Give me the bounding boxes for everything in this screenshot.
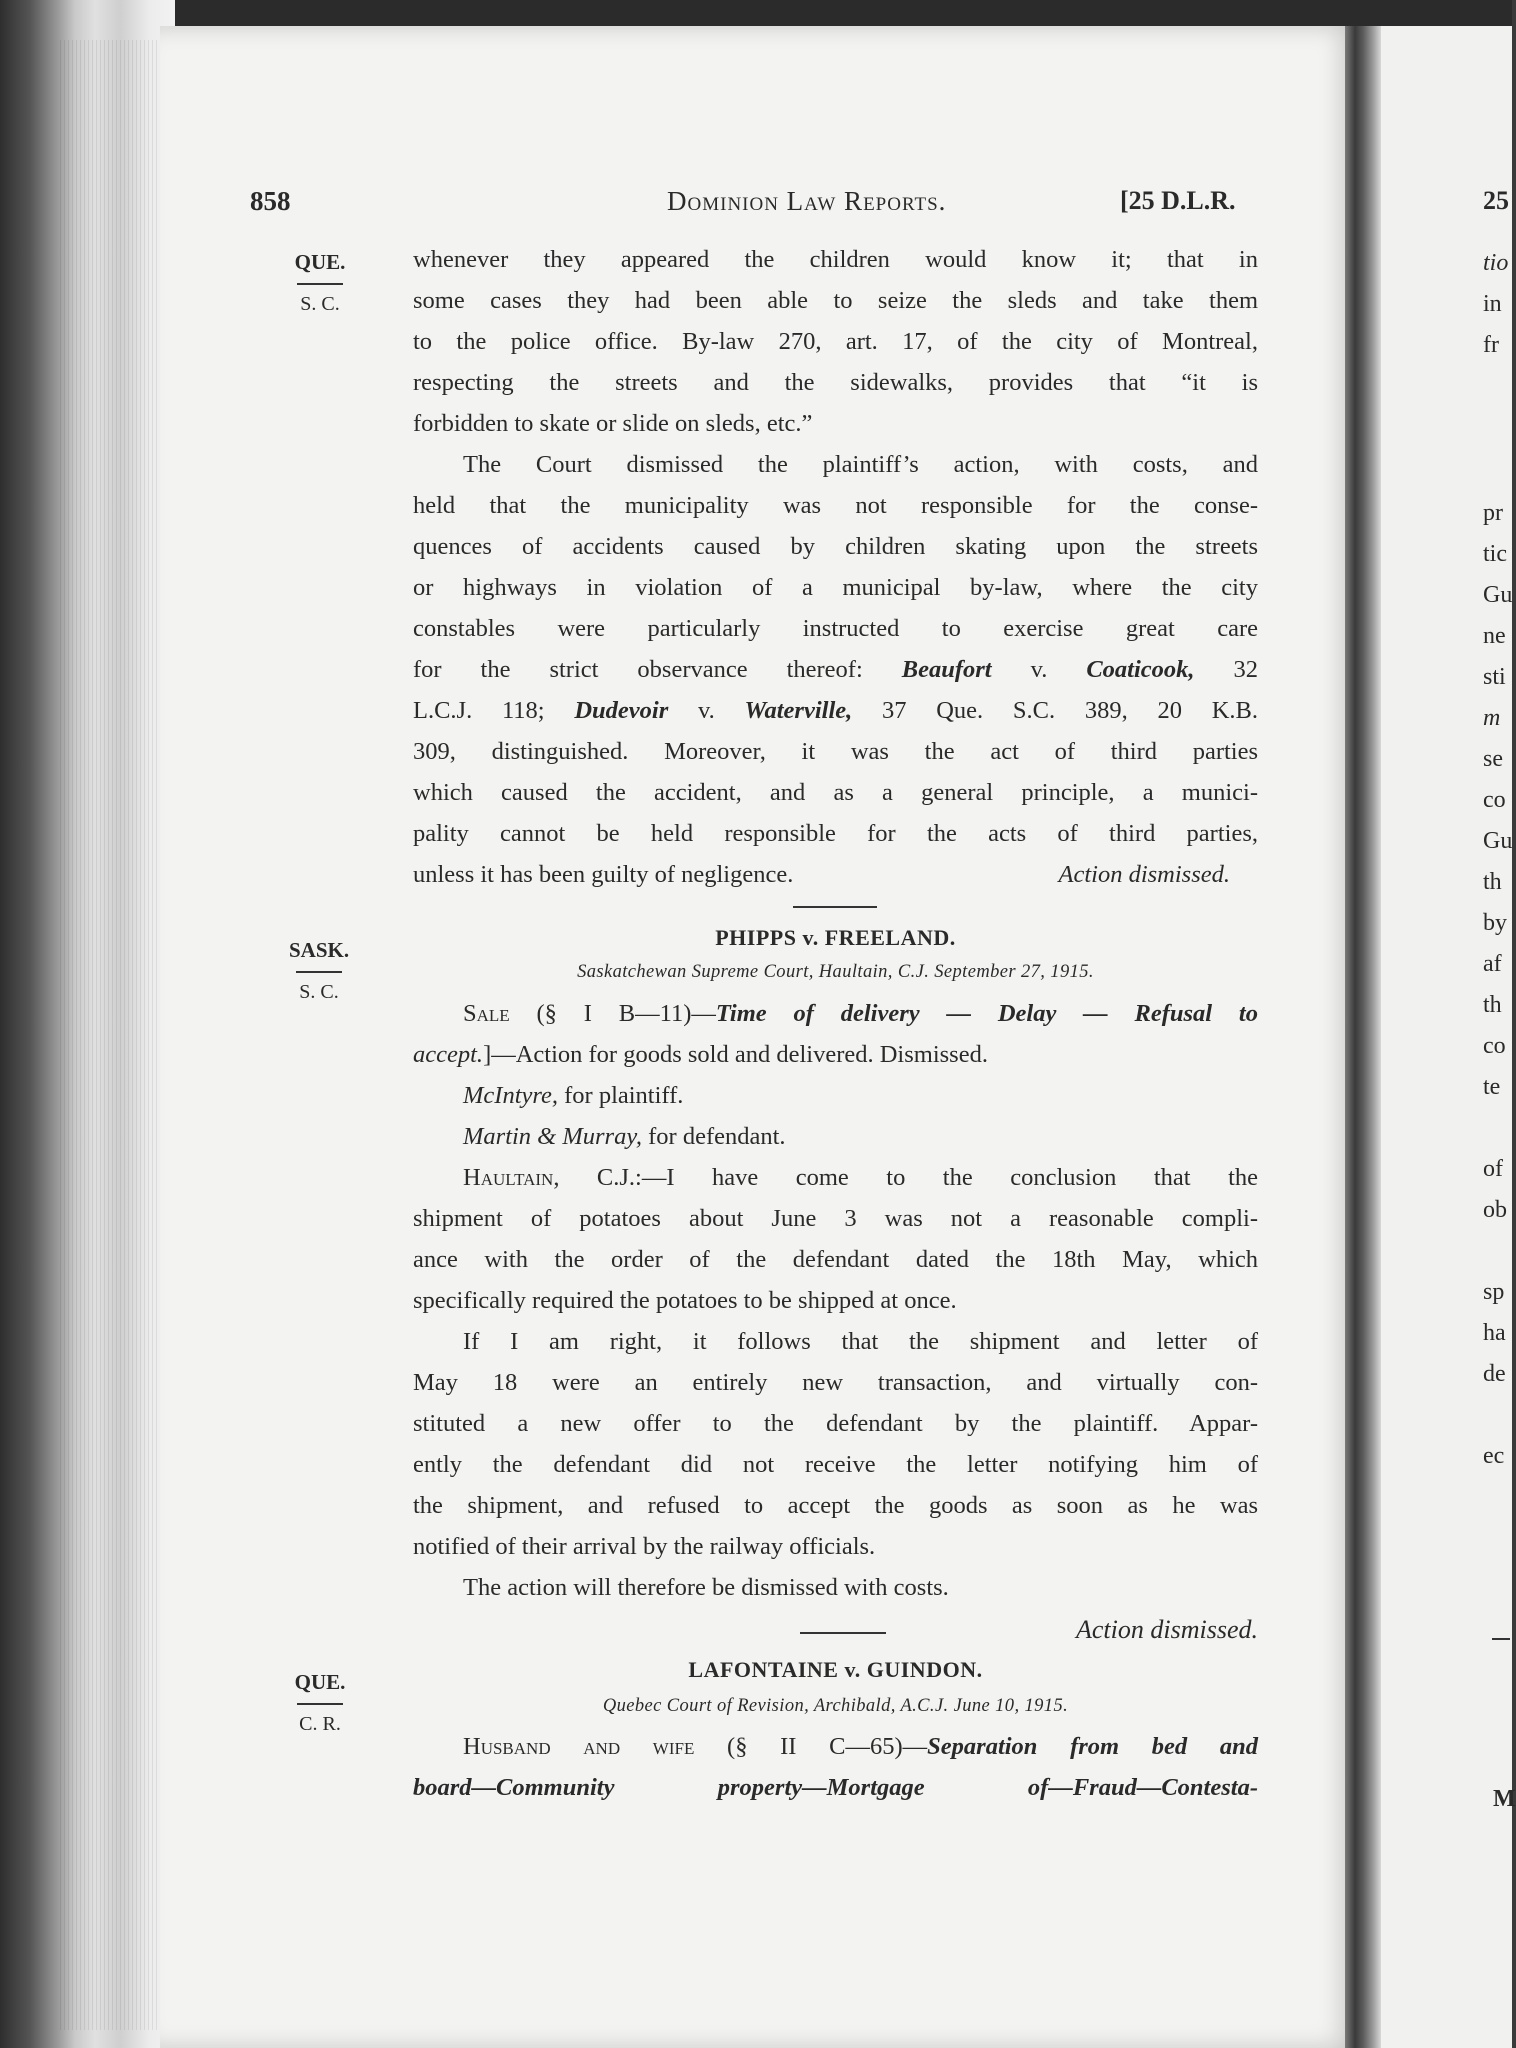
- text-line: [463, 1166, 1258, 1191]
- facing-page-fragment: sp: [1483, 1279, 1505, 1305]
- facing-page-fragment: pr: [1483, 500, 1503, 526]
- facing-page-fragment: tic: [1483, 541, 1507, 567]
- facing-page-fragment: co: [1483, 787, 1506, 813]
- counsel-name: Martin & Murray,: [463, 1123, 642, 1150]
- counsel-line: [463, 1084, 1258, 1109]
- facing-page-fragment: af: [1483, 951, 1502, 977]
- text-line: The action will therefore be dismissed with costs.: [463, 1574, 949, 1601]
- text-line: some cases they had been able to seize the sleds and take them: [413, 287, 1258, 314]
- result-text: Action dismissed.: [1058, 861, 1230, 888]
- facing-page-fragment: ne: [1483, 623, 1506, 649]
- text-line: [413, 658, 1258, 683]
- text-line: May 18 were an entirely new transaction, and virtually con-: [413, 1369, 1258, 1396]
- case-name-italic: Waterville,: [744, 697, 853, 724]
- text-fragment: v.: [698, 697, 715, 724]
- case-name-italic: Beaufort: [901, 656, 992, 683]
- headnote-line: [413, 1776, 1258, 1801]
- counsel-role: for defendant.: [642, 1123, 786, 1150]
- text-fragment: 37 Que. S.C. 389, 20 K.B.: [882, 697, 1258, 724]
- text-line: [413, 863, 1258, 888]
- facing-page-fragment: th: [1483, 869, 1502, 895]
- margin-note-court-name: QUE.: [294, 1670, 346, 1694]
- text-line: [413, 699, 1258, 724]
- case-name-italic: Dudevoir: [574, 697, 669, 724]
- margin-note-rule: [297, 1703, 343, 1705]
- court-line: Quebec Court of Revision, Archibald, A.C.J. June 10, 1915.: [602, 1696, 1069, 1716]
- text-line: The Court dismissed the plaintiff’s action, with costs, and: [463, 451, 1258, 478]
- margin-note-court: [289, 938, 349, 1004]
- text-fragment: , C.J.:—I have come to the conclusion that the: [553, 1164, 1258, 1191]
- text-line: which caused the accident, and as a general principle, a munici-: [413, 779, 1258, 806]
- margin-note-court: [290, 250, 350, 316]
- case-title: PHIPPS v. FREELAND.: [715, 925, 956, 950]
- headnote-ref: (§ II C—65)—: [694, 1733, 928, 1760]
- facing-page-fragment: 25: [1483, 186, 1509, 215]
- text-line: or highways in violation of a municipal by-law, where the city: [413, 574, 1258, 601]
- text-line: ance with the order of the defendant dated the 18th May, which: [413, 1246, 1258, 1273]
- text-line: notified of their arrival by the railway officials.: [413, 1533, 876, 1560]
- text-line: respecting the streets and the sidewalks, provides that “it is: [413, 369, 1258, 396]
- text-line: held that the municipality was not responsible for the conse-: [413, 492, 1258, 519]
- margin-note-court-name: SASK.: [289, 938, 350, 962]
- volume-reference: [25 D.L.R.: [1120, 186, 1236, 215]
- facing-page-fragment: Gu: [1483, 582, 1513, 608]
- margin-note-court-name: QUE.: [294, 250, 346, 274]
- case-title: LAFONTAINE v. GUINDON.: [688, 1657, 983, 1682]
- text-line: whenever they appeared the children would know it; that in: [413, 246, 1258, 273]
- judge-name: Haultain: [463, 1164, 554, 1191]
- headnote-subject: Husband and wife: [463, 1733, 695, 1760]
- running-head: Dominion Law Reports.: [667, 186, 947, 216]
- headnote-italic: Separation from bed and: [927, 1733, 1258, 1760]
- headnote-line: [413, 1043, 1258, 1068]
- headnote-line: [463, 1002, 1258, 1027]
- facing-page-fragment: by: [1483, 910, 1507, 936]
- facing-page-fragment: M: [1493, 1786, 1516, 1812]
- facing-page-fragment: th: [1483, 992, 1502, 1018]
- facing-page-fragment: m: [1483, 705, 1501, 731]
- text-fragment: L.C.J. 118;: [413, 697, 545, 724]
- text-fragment: v.: [1030, 656, 1048, 683]
- facing-page-fragment: tio: [1483, 250, 1509, 276]
- case-name-italic: Coaticook,: [1086, 656, 1195, 683]
- text-fragment: for the strict observance thereof:: [413, 656, 863, 683]
- headnote-italic: board—Community property—Mortgage of—Fraud—Contesta-: [413, 1774, 1258, 1801]
- margin-note-court: [290, 1670, 350, 1736]
- facing-page-fragment: ec: [1483, 1443, 1505, 1469]
- text-line: 309, distinguished. Moreover, it was the act of third parties: [413, 738, 1258, 765]
- text-line: constables were particularly instructed to exercise great care: [413, 615, 1258, 642]
- text-line: the shipment, and refused to accept the goods as soon as he was: [413, 1492, 1258, 1519]
- facing-page-fragment: sti: [1483, 664, 1506, 690]
- margin-note-court-sub: S. C.: [300, 293, 340, 315]
- result-text: Action dismissed.: [1076, 1615, 1258, 1644]
- margin-note-rule: [296, 971, 342, 973]
- text-line: If I am right, it follows that the shipment and letter of: [463, 1328, 1258, 1355]
- margin-note-court-sub: S. C.: [299, 981, 339, 1003]
- text-fragment: 32: [1233, 656, 1259, 683]
- facing-page-fragment: se: [1483, 746, 1503, 772]
- headnote-ref: (§ I B—11)—: [509, 1000, 716, 1027]
- text-line: forbidden to skate or slide on sleds, etc.”: [413, 410, 813, 437]
- headnote-subject: Sale: [463, 1000, 510, 1027]
- counsel-role: for plaintiff.: [558, 1082, 684, 1109]
- text-line: pality cannot be held responsible for the acts of third parties,: [413, 820, 1258, 847]
- facing-page-fragment: de: [1483, 1361, 1506, 1387]
- text-fragment: unless it has been guilty of negligence.: [413, 861, 794, 888]
- counsel-line: [463, 1125, 1258, 1150]
- page-number: 858: [250, 186, 291, 216]
- facing-page-fragment: fr: [1483, 332, 1499, 358]
- text-line: quences of accidents caused by children skating upon the streets: [413, 533, 1258, 560]
- margin-note-rule: [297, 283, 343, 285]
- text-line: to the police office. By-law 270, art. 17, of the city of Montreal,: [413, 328, 1258, 355]
- facing-page-fragment: te: [1483, 1074, 1501, 1100]
- facing-page-fragment: co: [1483, 1033, 1506, 1059]
- facing-page-fragment: ob: [1483, 1197, 1507, 1223]
- headnote-italic: Time of delivery — Delay — Refusal to: [715, 1000, 1258, 1027]
- facing-page-fragment: in: [1483, 291, 1502, 317]
- case-separator: [793, 906, 877, 908]
- text-line: stituted a new offer to the defendant by the plaintiff. Appar-: [413, 1410, 1258, 1437]
- facing-page-fragment: ha: [1483, 1320, 1506, 1346]
- headnote-italic: accept.: [413, 1041, 484, 1068]
- court-line: Saskatchewan Supreme Court, Haultain, C.J. September 27, 1915.: [577, 962, 1094, 982]
- headnote-rest: ]—Action for goods sold and delivered. Dismissed.: [483, 1041, 988, 1068]
- text-line: specifically required the potatoes to be shipped at once.: [413, 1287, 957, 1314]
- facing-page-fragment: Gu: [1483, 828, 1513, 854]
- margin-note-court-sub: C. R.: [299, 1713, 341, 1735]
- text-line: ently the defendant did not receive the letter notifying him of: [413, 1451, 1258, 1478]
- facing-page-rule: [1492, 1638, 1510, 1640]
- text-line: shipment of potatoes about June 3 was not a reasonable compli-: [413, 1205, 1258, 1232]
- headnote-line: [463, 1735, 1258, 1760]
- facing-page-fragment: of: [1483, 1156, 1503, 1182]
- counsel-name: McIntyre,: [463, 1082, 558, 1109]
